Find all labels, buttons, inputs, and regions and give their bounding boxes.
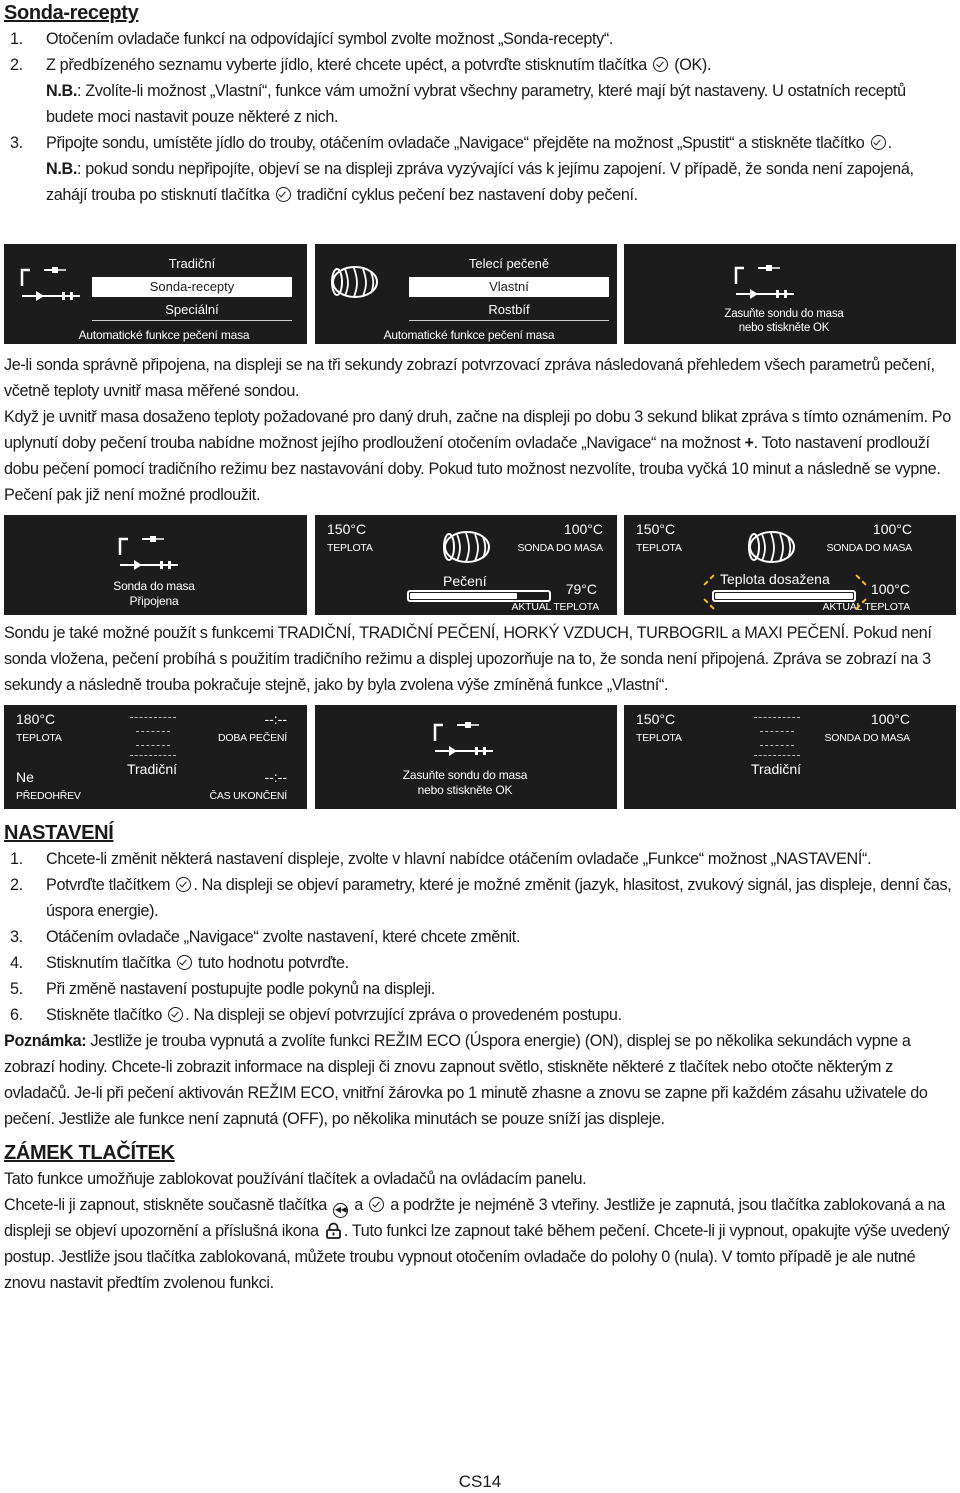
display-footer: Automatické funkce pečení masa <box>383 328 555 342</box>
heading-key-lock: ZÁMEK TLAČÍTEK <box>4 1142 175 1164</box>
probe-target-text: Když je uvnitř masa dosaženo teploty požadované pro daný druh, začne na displeji po dobu 3 sekund blikat zpráva s tímto oznámením. Po uplynutí doby pečení trouba nabídne možnost jejího prodloužení otočením ovladače „Navigace“ na možnost +. Toto nastavení prodlouží dobu pečení pomocí tradičního režimu bez nastavování doby. Pokud tuto možnost nezvolíte, trouba vyčká 10 minut a následně se vypne. Pečení pak již není možné prodloužit. <box>4 408 951 504</box>
menu-item-prev: Tradiční <box>168 256 216 271</box>
menu-item-selected: Sonda-recepty <box>92 277 292 297</box>
meat-icon <box>744 525 800 569</box>
set-temperature-label: TEPLOTA <box>327 542 373 554</box>
probe-target-temp: 100°C <box>872 521 912 537</box>
settings-step-6: 6. Stiskněte tlačítko . Na displeji se objeví potvrzující zpráva o provedeném postupu. <box>10 1006 622 1024</box>
placeholder-dots <box>136 731 170 732</box>
settings-note: Poznámka: Jestliže je trouba vypnutá a zvolíte funkci REŽIM ECO (Úspora energie) (ON), displej se po několika sekundách vypne a zobrazí hodiny. Chcete-li zobrazit informace na displeji či znovu zapnout světlo, stiskněte některé z tlačítek nebo otočte některým z ovladačů. Je-li při pečení aktivován REŽIM ECO, vnitřní žárovka po 1 minutě zhasne a znovu se zapne při každém zásahu uživatele do pečení. Jestliže ale funkce není zapnutá (OFF), po několika minutách se pouze sníží jas displeje. <box>4 1032 928 1128</box>
display-cooking-progress <box>315 515 617 615</box>
key-lock-intro: Tato funkce umožňuje zablokovat používání tlačítek a ovladačů na ovládacím panelu. <box>4 1170 587 1188</box>
meat-icon <box>439 525 495 569</box>
meat-icon <box>327 260 383 304</box>
message-line-2: nebo stiskněte OK <box>417 783 513 797</box>
ok-button-icon <box>276 187 291 202</box>
heading-settings: NASTAVENÍ <box>4 822 114 844</box>
probe-target-temp: 100°C <box>870 711 910 727</box>
ok-button-icon <box>369 1197 384 1212</box>
page-number: CS14 <box>458 1472 502 1491</box>
blink-indicator <box>855 574 866 585</box>
paragraph-functions: Sondu je také možné použít s funkcemi TRADIČNÍ, TRADIČNÍ PEČENÍ, HORKÝ VZDUCH, TURBOGRIL a MAXI PEČENÍ. Pokud není sonda vložena, pečení probíhá s použitím tradičního režimu a displej upozorňuje na to, že sonda není připojená. Zpráva se zobrazí na 3 sekundy a následně trouba pokračuje stejně, jako by byla zvolena výše zmíněná funkce „Vlastní“. <box>4 624 932 694</box>
set-temperature: 180°C <box>16 711 56 727</box>
display-traditional-settings <box>4 705 307 809</box>
step-3: 3. Připojte sondu, umístěte jídlo do trouby, otáčením ovladače „Navigace“ přejděte na možnost „Spustit“ a stiskněte tlačítko . <box>10 134 892 152</box>
ok-button-icon <box>871 135 886 150</box>
end-time: --:-- <box>264 769 287 785</box>
placeholder-dots <box>754 717 800 718</box>
ok-button-icon <box>168 1007 183 1022</box>
probe-icon <box>20 264 82 304</box>
section-settings <box>4 820 956 1132</box>
lock-icon <box>325 1222 342 1239</box>
end-time-label: ČAS UKONČENÍ <box>209 790 287 802</box>
menu-item-prev: Telecí pečeně <box>468 256 550 271</box>
actual-temp: 79°C <box>565 581 597 597</box>
back-button-icon: ◀◀ <box>333 1203 348 1218</box>
placeholder-dots <box>136 745 170 746</box>
settings-step-4: 4. Stisknutím tlačítka tuto hodnotu potvrďte. <box>10 954 349 972</box>
cooking-status: Teplota dosažena <box>720 571 830 587</box>
display-insert-probe <box>315 705 617 809</box>
message-line-1: Zasuňte sondu do masa <box>724 308 844 320</box>
actual-temp-label: AKTUÁL TEPLOTA <box>511 601 599 613</box>
divider <box>409 320 609 321</box>
message-line-2: Připojena <box>129 594 179 608</box>
placeholder-dots <box>130 717 176 718</box>
paragraph-probe-info <box>4 352 956 508</box>
set-temperature: 150°C <box>636 711 676 727</box>
heading-sonda-recepty: Sonda-recepty <box>4 2 139 24</box>
step-2: 2. Z předbízeného seznamu vyberte jídlo, které chcete upéct, a potvrďte stisknutím tlačítka (OK). <box>10 56 712 74</box>
ok-button-icon <box>653 57 668 72</box>
note-1: N.B.: Zvolíte-li možnost „Vlastní“, funkce vám umožní vybrat všechny parametry, které mají být nastaveny. U ostatních receptů budete moci nastavit pouze některé z nich. <box>46 82 906 126</box>
probe-target-label: SONDA DO MASA <box>824 732 910 744</box>
section-sonda-recepty <box>4 0 956 208</box>
display-function-menu <box>4 244 307 344</box>
cooking-status: Pečení <box>443 573 487 589</box>
actual-temp-label: AKTUÁL TEPLOTA <box>822 601 910 613</box>
probe-icon <box>734 262 796 302</box>
ok-button-icon <box>177 955 192 970</box>
placeholder-dots <box>754 755 800 756</box>
message-line-1: Sonda do masa <box>113 579 195 593</box>
function-name: Tradiční <box>126 761 178 777</box>
probe-icon <box>118 533 180 573</box>
placeholder-dots <box>130 755 176 756</box>
probe-target-temp: 100°C <box>563 521 603 537</box>
display-footer: Automatické funkce pečení masa <box>78 328 250 342</box>
progress-fill <box>715 593 853 599</box>
set-temperature: 150°C <box>636 521 676 537</box>
display-temp-reached <box>624 515 956 615</box>
probe-connected-text: Je-li sonda správně připojena, na displeji se na tři sekundy zobrazí potvrzovací zpráva následovaná přehledem všech parametrů pečení, včetně teploty uvnitř masa měřené sondou. <box>4 356 935 400</box>
placeholder-dots <box>760 745 794 746</box>
actual-temp: 100°C <box>870 581 910 597</box>
note-2: N.B.: pokud sondu nepřipojíte, objeví se na displeji zpráva vyzývající vás k jejímu zapojení. V případě, že sonda není zapojená, zahájí trouba po stisknutí tlačítka tradiční cyklus pečení bez nastavení doby pečení. <box>46 160 914 204</box>
message-line-1: Zasuňte sondu do masa <box>402 768 528 782</box>
settings-step-1: 1. Chcete-li změnit některá nastavení displeje, zvolte v hlavní nabídce otáčením ovladače „Funkce“ možnost „NASTAVENÍ“. <box>10 850 872 868</box>
blink-indicator <box>703 574 714 585</box>
set-temperature: 150°C <box>327 521 367 537</box>
preheat-value: Ne <box>16 769 34 785</box>
cooking-duration-label: DOBA PEČENÍ <box>218 732 287 744</box>
set-temperature-label: TEPLOTA <box>636 542 682 554</box>
cooking-duration: --:-- <box>264 711 287 727</box>
message-line-2: nebo stiskněte OK <box>738 322 830 334</box>
ok-button-icon <box>176 877 191 892</box>
key-lock-instructions: Chcete-li ji zapnout, stiskněte současně tlačítka ◀◀ a a podržte je nejméně 3 vteřiny. Jestliže je zapnutá, jsou tlačítka zablokovaná a na displeji se objeví upozornění a příslušná ikona . Tuto funkci lze zapnout také během pečení. Chcete-li ji vypnout, opakujte výše uvedený postup. Jestliže jsou tlačítka zablokovaná, můžete troubu vypnout otočením ovladače do polohy 0 (nula). V tomto případě je ale nutné znovu nastavit předtím zvolenou funkci. <box>4 1196 950 1292</box>
function-name: Tradiční <box>750 761 802 777</box>
progress-fill <box>410 593 517 599</box>
display-traditional-probe <box>624 705 956 809</box>
settings-step-5: 5. Při změně nastavení postupujte podle pokynů na displeji. <box>10 980 435 998</box>
display-recipe-menu <box>315 244 617 344</box>
set-temperature-label: TEPLOTA <box>636 732 682 744</box>
section-key-lock <box>4 1140 956 1296</box>
display-probe-connected <box>4 515 307 615</box>
divider <box>92 320 292 321</box>
probe-target-label: SONDA DO MASA <box>826 542 912 554</box>
menu-item-next: Speciální <box>165 302 219 317</box>
preheat-label: PŘEDOHŘEV <box>16 790 81 802</box>
settings-step-2: 2. Potvrďte tlačítkem . Na displeji se objeví parametry, které je možné změnit (jazyk, hlasitost, zvukový signál, jas displeje, denní čas, úspora energie). <box>10 876 952 920</box>
probe-target-label: SONDA DO MASA <box>517 542 603 554</box>
placeholder-dots <box>760 731 794 732</box>
set-temperature-label: TEPLOTA <box>16 732 62 744</box>
menu-item-next: Rostbíf <box>488 302 530 317</box>
settings-step-3: 3. Otáčením ovladače „Navigace“ zvolte nastavení, které chcete změnit. <box>10 928 521 946</box>
step-1: 1. Otočením ovladače funkcí na odpovídající symbol zvolte možnost „Sonda-recepty“. <box>10 30 614 48</box>
menu-item-selected: Vlastní <box>409 277 609 297</box>
display-insert-probe <box>624 244 956 344</box>
probe-icon <box>433 719 495 759</box>
